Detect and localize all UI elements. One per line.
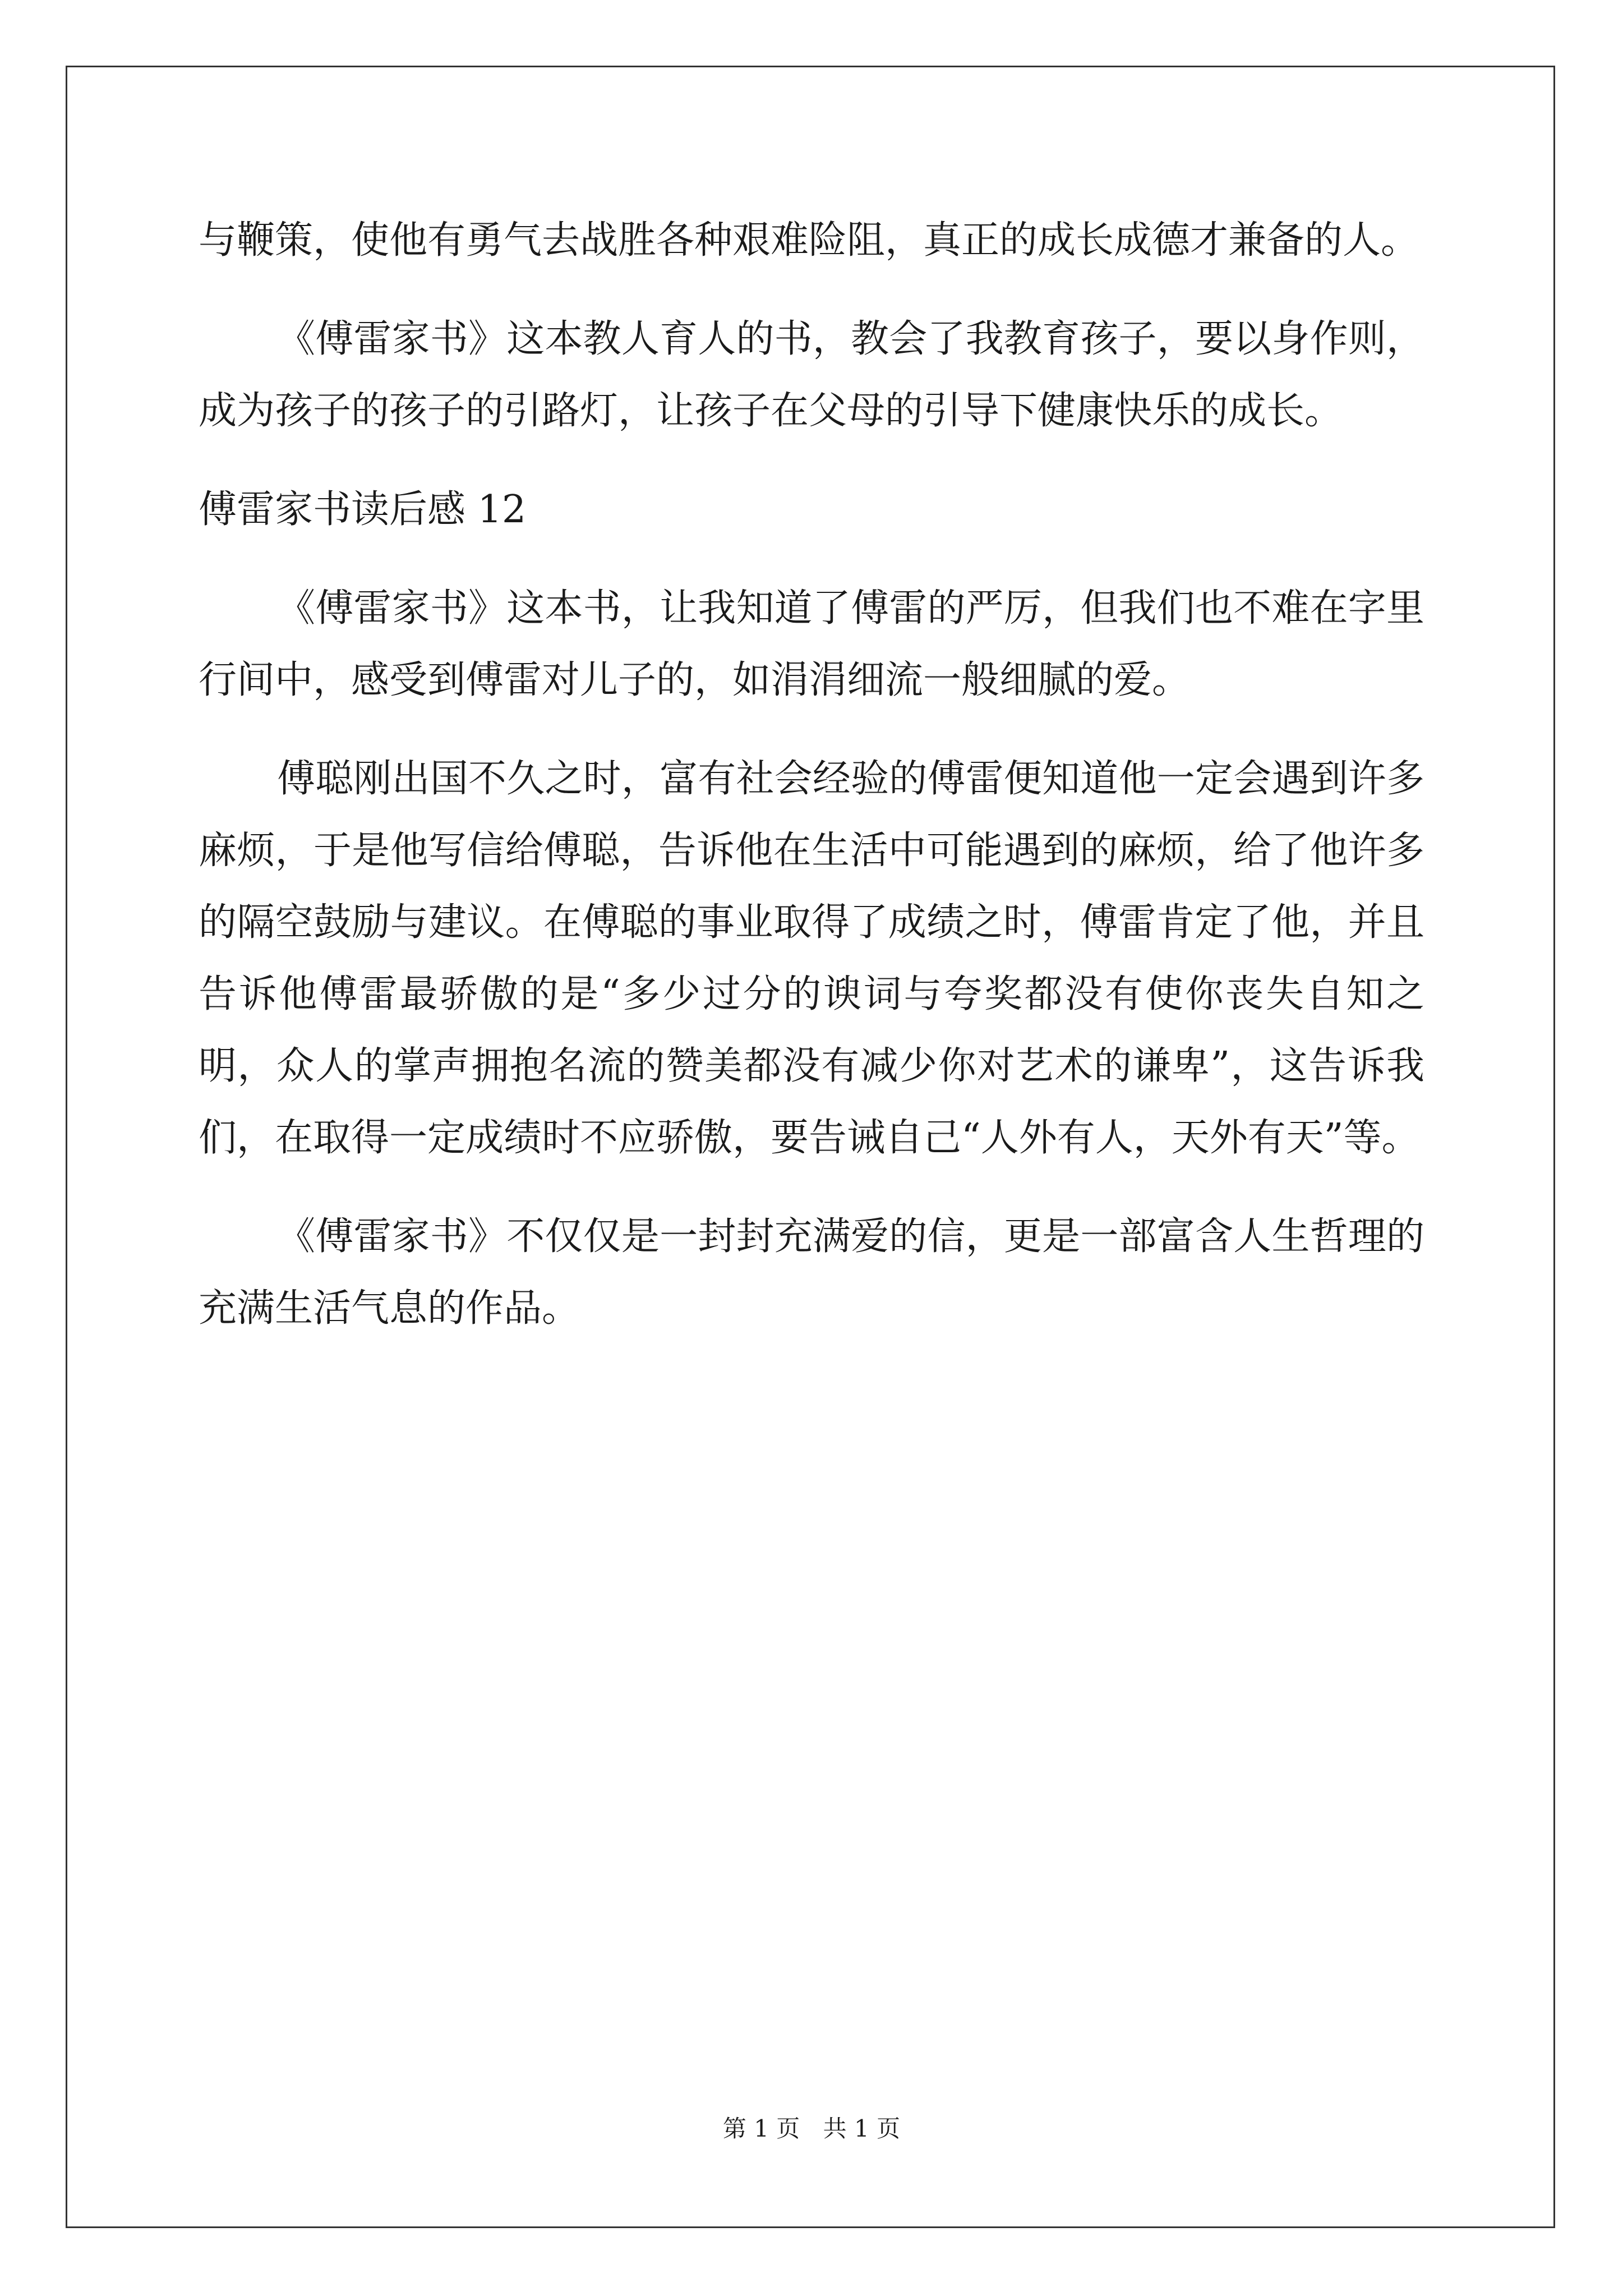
- paragraph: 《傅雷家书》不仅仅是一封封充满爱的信，更是一部富含人生哲理的充满生活气息的作品。: [199, 1214, 1424, 1331]
- paragraph: 《傅雷家书》这本书，让我知道了傅雷的严厉，但我们也不难在字里行间中，感受到傅雷对儿子的，如涓涓细流一般细腻的爱。: [199, 586, 1424, 702]
- paragraph: 与鞭策，使他有勇气去战胜各种艰难险阻，真正的成长成德才兼备的人。: [199, 218, 1419, 263]
- page-footer: [0, 2110, 1623, 2144]
- document-body: [199, 205, 1424, 1372]
- section-heading: 傅雷家书读后感 12: [199, 487, 527, 532]
- page-total: 共 1 页: [823, 2115, 901, 2142]
- paragraph: 《傅雷家书》这本教人育人的书，教会了我教育孩子，要以身作则，成为孩子的孩子的引路灯，让孩子在父母的引导下健康快乐的成长。: [199, 317, 1424, 433]
- paragraph: 傅聪刚出国不久之时，富有社会经验的傅雷便知道他一定会遇到许多麻烦，于是他写信给傅聪，告诉他在生活中可能遇到的麻烦，给了他许多的隔空鼓励与建议。在傅聪的事业取得了成绩之时，傅雷肯定了他，并且告诉他傅雷最骄傲的是“多少过分的谀词与夸奖都没有使你丧失自知之明，众人的掌声拥抱名流的赞美都没有减少你对艺术的谦卑”，这告诉我们，在取得一定成绩时不应骄傲，要告诫自己“人外有人，天外有天”等。: [199, 757, 1424, 1160]
- page-number: 第 1 页: [722, 2115, 800, 2142]
